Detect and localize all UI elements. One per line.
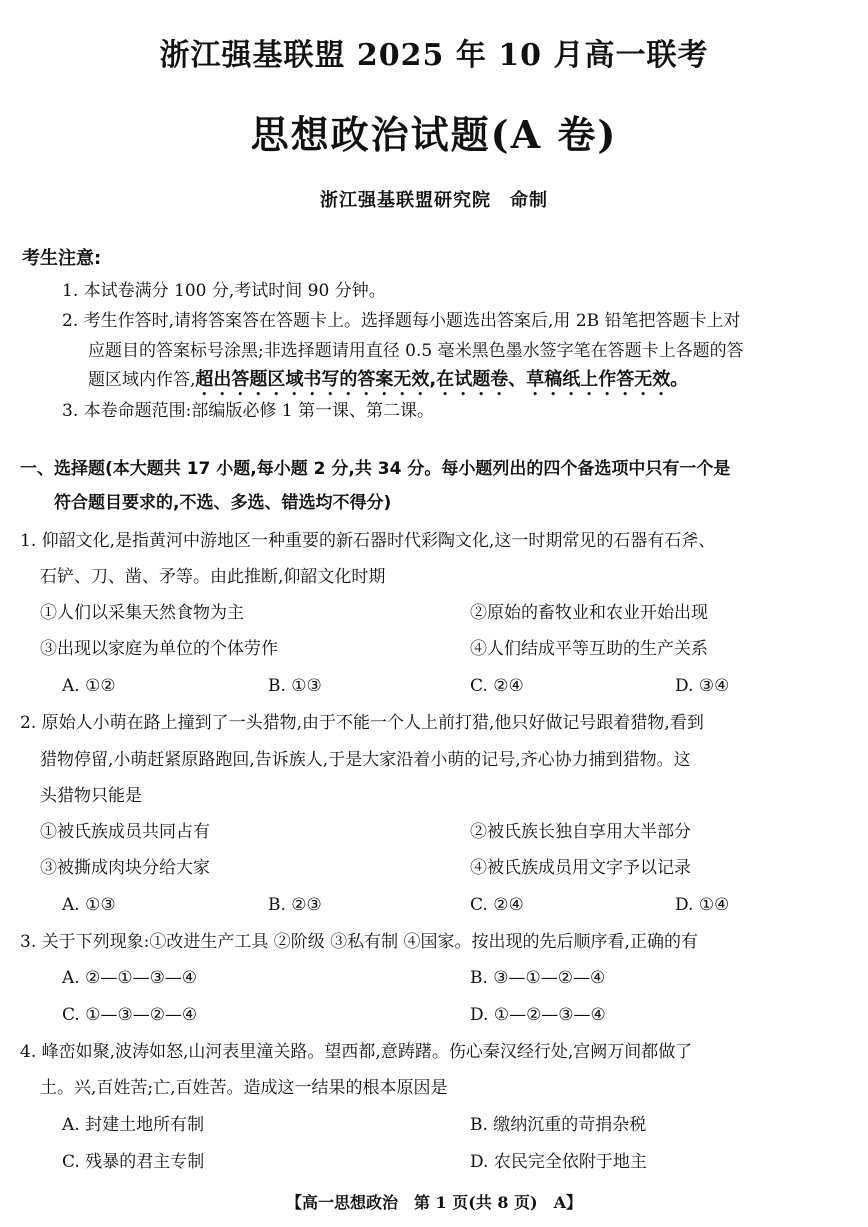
q2-option-d: D. ①④ — [675, 895, 730, 915]
q1-statement-4: ④人们结成平等互助的生产关系 — [470, 639, 708, 659]
q1-stem-line-2: 石铲、刀、凿、矛等。由此推断,仰韶文化时期 — [40, 567, 386, 587]
q2-stem-line-2: 猎物停留,小萌赶紧原路跑回,告诉族人,于是大家沿着小萌的记号,齐心协力捕到猎物。这 — [40, 750, 691, 770]
section-heading-line-2: 符合题目要求的,不选、多选、错选均不得分) — [54, 493, 392, 513]
q1-option-c: C. ②④ — [470, 676, 524, 696]
notice-emphasis-text: 超出答题区域书写的答案无效,在试题卷、草稿纸上作答无效。 — [195, 369, 689, 390]
q2-stem-line-3: 头猎物只能是 — [40, 786, 142, 806]
q4-option-b: B. 缴纳沉重的苛捐杂税 — [470, 1115, 647, 1135]
q1-stem-line-1: 1. 仰韶文化,是指黄河中游地区一种重要的新石器时代彩陶文化,这一时期常见的石器有石斧、 — [20, 531, 716, 551]
exam-series-title: 浙江强基联盟 2025 年 10 月高一联考 — [159, 38, 709, 73]
exam-maker: 浙江强基联盟研究院 命制 — [320, 190, 548, 211]
exam-subject-title: 思想政治试题(A 卷) — [250, 112, 618, 157]
section-heading-line-1: 一、选择题(本大题共 17 小题,每小题 2 分,共 34 分。每小题列出的四个备选项中只有一个是 — [20, 459, 731, 479]
q4-stem-line-1: 4. 峰峦如聚,波涛如怒,山河表里潼关路。望西都,意踌躇。伤心秦汉经行处,宫阙万间都做了 — [20, 1042, 693, 1062]
q1-statement-3: ③出现以家庭为单位的个体劳作 — [40, 639, 278, 659]
q2-statement-1: ①被氏族成员共同占有 — [40, 822, 210, 842]
q4-stem-line-2: 土。兴,百姓苦;亡,百姓苦。造成这一结果的根本原因是 — [40, 1078, 448, 1098]
notice-heading: 考生注意: — [22, 248, 102, 269]
notice-item-2-line-3-text: 题区域内作答, — [88, 370, 196, 390]
q3-stem-line-1: 3. 关于下列现象:①改进生产工具 ②阶级 ③私有制 ④国家。按出现的先后顺序看,正确的有 — [20, 932, 698, 952]
q2-option-b: B. ②③ — [268, 895, 322, 915]
q2-option-a: A. ①③ — [62, 895, 116, 915]
q1-statement-1: ①人们以采集天然食物为主 — [40, 603, 244, 623]
q2-option-c: C. ②④ — [470, 895, 524, 915]
notice-item-2-line-3 — [88, 369, 688, 400]
q2-statement-2: ②被氏族长独自享用大半部分 — [470, 822, 691, 842]
q1-option-b: B. ①③ — [268, 676, 322, 696]
q3-option-d: D. ①—②—③—④ — [470, 1005, 606, 1025]
q4-option-c: C. 残暴的君主专制 — [62, 1152, 205, 1172]
notice-item-2-line-2: 应题目的答案标号涂黑;非选择题请用直径 0.5 毫米黑色墨水签字笔在答题卡上各题的答 — [88, 341, 744, 361]
q2-stem-line-1: 2. 原始人小萌在路上撞到了一头猎物,由于不能一个人上前打猎,他只好做记号跟着猎物,看到 — [20, 713, 704, 733]
q3-option-a: A. ②—①—③—④ — [62, 968, 198, 988]
q1-option-a: A. ①② — [62, 676, 116, 696]
q2-statement-4: ④被氏族成员用文字予以记录 — [470, 858, 691, 878]
notice-item-1: 1. 本试卷满分 100 分,考试时间 90 分钟。 — [62, 281, 386, 301]
q2-statement-3: ③被撕成肉块分给大家 — [40, 858, 210, 878]
q3-option-c: C. ①—③—②—④ — [62, 1005, 198, 1025]
q1-option-d: D. ③④ — [675, 676, 730, 696]
notice-item-3: 3. 本卷命题范围:部编版必修 1 第一课、第二课。 — [62, 401, 434, 421]
page-footer: 【高一思想政治 第 1 页(共 8 页) A】 — [285, 1193, 583, 1212]
q4-option-d: D. 农民完全依附于地主 — [470, 1152, 647, 1172]
q1-statement-2: ②原始的畜牧业和农业开始出现 — [470, 603, 708, 623]
q4-option-a: A. 封建土地所有制 — [62, 1115, 205, 1135]
q3-option-b: B. ③—①—②—④ — [470, 968, 606, 988]
notice-item-2-line-1: 2. 考生作答时,请将答案答在答题卡上。选择题每小题选出答案后,用 2B 铅笔把答题卡上对 — [62, 311, 741, 331]
